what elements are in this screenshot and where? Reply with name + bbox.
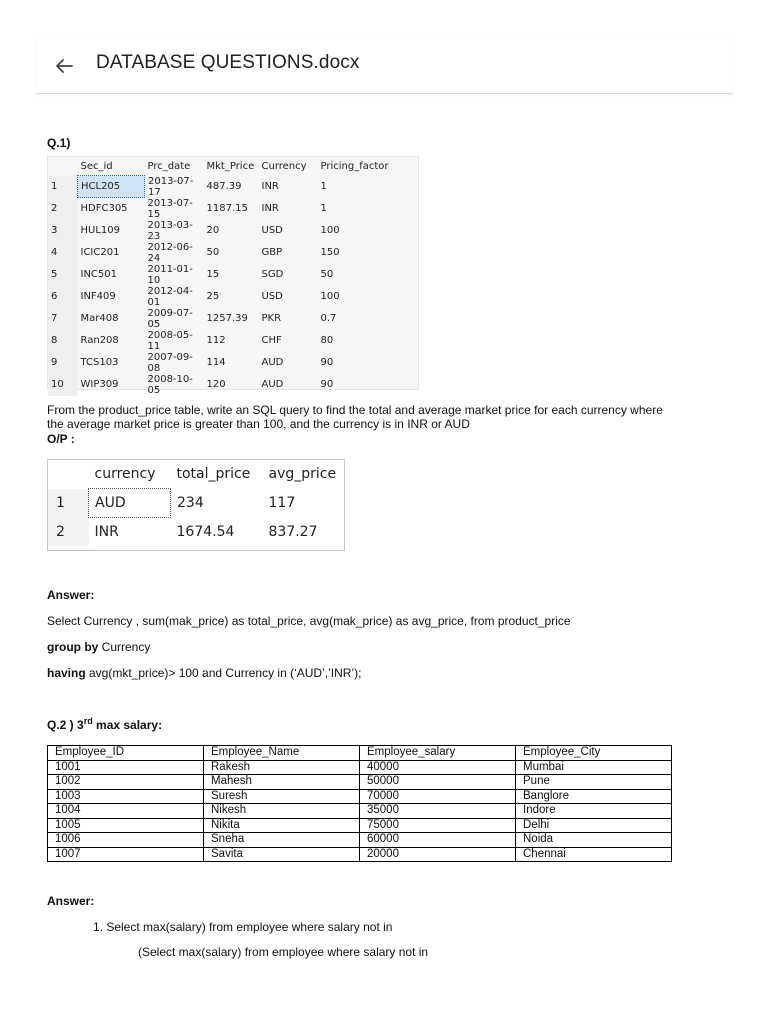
table-cell: 2008-05-11 bbox=[147, 329, 193, 352]
table-cell: Nikesh bbox=[204, 804, 360, 819]
row-number-header bbox=[48, 157, 78, 176]
table-cell: AUD bbox=[89, 489, 171, 518]
table-cell: 2012-06-24 bbox=[147, 241, 193, 264]
row-number-cell: 10 bbox=[48, 374, 78, 396]
table-cell: 120 bbox=[206, 379, 226, 390]
column-header: currency bbox=[94, 466, 156, 482]
table-cell: Delhi bbox=[516, 818, 672, 833]
column-header: total_price bbox=[176, 466, 251, 483]
table-cell: 2009-07-05 bbox=[147, 307, 193, 330]
table-cell: Indore bbox=[516, 804, 672, 819]
row-number-cell: 7 bbox=[48, 308, 78, 330]
table-cell: INR bbox=[94, 524, 119, 540]
table-row bbox=[48, 818, 672, 833]
table-header-row bbox=[48, 157, 393, 176]
row-number-cell: 6 bbox=[48, 286, 78, 308]
table-cell: 1001 bbox=[48, 760, 204, 775]
q2-answer-line-2: (Select max(salary) from employee where salary not in bbox=[138, 945, 429, 959]
table-cell: 25 bbox=[206, 291, 220, 302]
table-cell: AUD bbox=[261, 357, 284, 368]
table-cell: PKR bbox=[261, 313, 282, 324]
table-cell: 0.7 bbox=[320, 313, 337, 324]
table-cell: Chennai bbox=[516, 847, 672, 862]
q1-answer-line-1: Select Currency , sum(mak_price) as total_price, avg(mak_price) as avg_price, from product_price bbox=[47, 614, 571, 628]
table-cell: 1007 bbox=[48, 847, 204, 862]
table-cell: 15 bbox=[206, 269, 220, 280]
table-cell: TCS103 bbox=[80, 357, 119, 368]
table-row bbox=[48, 760, 672, 775]
table-cell: INF409 bbox=[80, 291, 116, 302]
table-cell: 35000 bbox=[360, 804, 516, 819]
product-price-table-screenshot bbox=[47, 156, 419, 396]
table-cell: Sneha bbox=[204, 833, 360, 848]
table-row bbox=[48, 833, 672, 848]
table-cell: CHF bbox=[261, 335, 282, 346]
table-cell: 1674.54 bbox=[176, 523, 235, 540]
table-cell: 75000 bbox=[360, 818, 516, 833]
table-row bbox=[48, 804, 672, 819]
table-cell: 100 bbox=[320, 291, 340, 302]
q2-answer-line-1: 1. Select max(salary) from employee where salary not in bbox=[93, 920, 393, 934]
row-number-cell: 5 bbox=[48, 264, 78, 286]
row-number-cell: 1 bbox=[48, 176, 78, 198]
table-cell: 60000 bbox=[360, 833, 516, 848]
table-cell: 114 bbox=[206, 357, 226, 368]
table-cell: 40000 bbox=[360, 760, 516, 775]
row-number-cell: 8 bbox=[48, 330, 78, 352]
table-row bbox=[48, 489, 344, 518]
q1-heading: Q.1) bbox=[47, 136, 71, 150]
employee-table bbox=[47, 745, 672, 862]
table-cell: 50000 bbox=[360, 775, 516, 790]
table-cell: 20 bbox=[206, 225, 220, 236]
column-header: Employee_salary bbox=[360, 746, 516, 761]
table-cell: INR bbox=[261, 203, 279, 214]
row-number-cell: 2 bbox=[48, 518, 89, 547]
table-cell: 1006 bbox=[48, 833, 204, 848]
table-cell: 1002 bbox=[48, 775, 204, 790]
sql-text: Currency bbox=[98, 640, 151, 654]
q2-heading-sup: rd bbox=[83, 716, 93, 726]
table-row bbox=[48, 242, 393, 264]
document-title: DATABASE QUESTIONS.docx bbox=[96, 52, 360, 73]
back-button[interactable] bbox=[50, 52, 78, 80]
sql-text: avg(mkt_price)> 100 and Currency in (‘AUD’,’INR’); bbox=[85, 666, 362, 680]
table-cell: 112 bbox=[206, 335, 226, 346]
document-header bbox=[36, 38, 733, 94]
table-cell: 1004 bbox=[48, 804, 204, 819]
table-header-row bbox=[48, 460, 344, 489]
table-cell: 150 bbox=[320, 247, 340, 258]
table-cell: HDFC305 bbox=[80, 203, 128, 215]
table-cell: 2008-10-05 bbox=[147, 373, 193, 396]
table-cell: Noida bbox=[516, 833, 672, 848]
table-cell: USD bbox=[261, 291, 283, 302]
table-row bbox=[48, 775, 672, 790]
table-cell: HUL109 bbox=[80, 225, 120, 236]
table-cell: AUD bbox=[261, 379, 284, 390]
table-cell: 2013-07-17 bbox=[148, 175, 194, 198]
arrow-left-icon bbox=[50, 52, 78, 80]
table-cell: 70000 bbox=[360, 789, 516, 804]
table-cell: 50 bbox=[320, 269, 334, 280]
table-cell: INC501 bbox=[80, 269, 117, 280]
query-output-screenshot bbox=[47, 459, 345, 551]
table-row bbox=[48, 847, 672, 862]
table-row bbox=[48, 198, 393, 220]
table-cell: 2007-09-08 bbox=[147, 351, 193, 374]
table-cell: INR bbox=[261, 181, 279, 192]
column-header: Currency bbox=[261, 160, 307, 172]
q1-answer-line-2 bbox=[47, 640, 150, 654]
table-cell: USD bbox=[261, 225, 283, 236]
table-cell: 117 bbox=[268, 495, 296, 511]
table-cell: 1003 bbox=[48, 789, 204, 804]
column-header: Employee_City bbox=[516, 746, 672, 761]
output-label: O/P : bbox=[47, 432, 75, 446]
table-cell: 1 bbox=[320, 203, 327, 214]
sql-keyword: group by bbox=[47, 640, 99, 654]
column-header: avg_price bbox=[268, 466, 337, 483]
q1-answer-line-3 bbox=[47, 666, 361, 680]
table-cell: Nikita bbox=[204, 818, 360, 833]
table-cell: 1 bbox=[320, 181, 327, 192]
table-cell: 2013-07-15 bbox=[147, 197, 193, 220]
table-cell: 1005 bbox=[48, 818, 204, 833]
row-number-cell: 1 bbox=[48, 489, 89, 518]
column-header: Prc_date bbox=[147, 160, 191, 172]
table-cell: Savita bbox=[204, 847, 360, 862]
table-row bbox=[48, 308, 393, 330]
column-header: Pricing_factor bbox=[320, 160, 389, 172]
table-row bbox=[48, 518, 344, 547]
q1-question-line-2: the average market price is greater than 100, and the currency is in INR or AUD bbox=[47, 417, 470, 431]
table-cell: 90 bbox=[320, 357, 334, 368]
q2-heading bbox=[47, 716, 162, 732]
table-cell: 2012-04-01 bbox=[147, 285, 193, 308]
table-cell: Pune bbox=[516, 775, 672, 790]
table-row bbox=[48, 176, 393, 198]
row-number-cell: 4 bbox=[48, 242, 78, 264]
table-row bbox=[48, 789, 672, 804]
table-row bbox=[48, 220, 393, 242]
table-cell: Mar408 bbox=[80, 313, 119, 324]
table-cell: HCL205 bbox=[78, 176, 145, 198]
table-cell: Suresh bbox=[204, 789, 360, 804]
column-header: Employee_Name bbox=[204, 746, 360, 761]
table-cell: Rakesh bbox=[204, 760, 360, 775]
table-cell: 50 bbox=[206, 247, 220, 258]
q2-answer-label: Answer: bbox=[47, 894, 95, 908]
table-cell: Mahesh bbox=[204, 775, 360, 790]
table-cell: 2011-01-10 bbox=[147, 263, 193, 286]
row-number-cell: 9 bbox=[48, 352, 78, 374]
table-row bbox=[48, 286, 393, 308]
table-cell: GBP bbox=[261, 247, 283, 258]
table-cell: Banglore bbox=[516, 789, 672, 804]
table-cell: ICIC201 bbox=[80, 247, 120, 258]
table-cell: SGD bbox=[261, 269, 284, 280]
q2-heading-prefix: Q.2 ) 3 bbox=[47, 718, 84, 732]
row-number-header bbox=[48, 460, 89, 489]
table-header-row bbox=[48, 746, 672, 761]
column-header: Mkt_Price bbox=[206, 160, 255, 172]
row-number-cell: 2 bbox=[48, 198, 78, 220]
table-cell: 1187.15 bbox=[206, 203, 248, 214]
sql-keyword: having bbox=[47, 666, 86, 680]
q1-answer-label: Answer: bbox=[47, 588, 95, 602]
table-row bbox=[48, 264, 393, 286]
table-row bbox=[48, 330, 393, 352]
table-cell: 20000 bbox=[360, 847, 516, 862]
table-cell: 837.27 bbox=[268, 523, 318, 540]
table-cell: 234 bbox=[177, 495, 204, 511]
table-cell: 487.39 bbox=[206, 181, 242, 192]
table-row bbox=[48, 374, 393, 396]
table-cell: 1257.39 bbox=[206, 313, 248, 324]
row-number-cell: 3 bbox=[48, 220, 78, 242]
q1-question-line-1: From the product_price table, write an SQL query to find the total and average market price for each currency where bbox=[47, 403, 663, 417]
table-cell: 80 bbox=[320, 335, 334, 346]
q2-heading-suffix: max salary: bbox=[92, 718, 163, 732]
column-header: Sec_id bbox=[80, 160, 113, 172]
table-cell: WIP309 bbox=[80, 379, 119, 390]
table-cell: 90 bbox=[320, 379, 334, 390]
table-cell: 100 bbox=[320, 225, 340, 236]
column-header: Employee_ID bbox=[48, 746, 204, 761]
table-cell: Mumbai bbox=[516, 760, 672, 775]
table-cell: Ran208 bbox=[80, 335, 119, 346]
table-cell: 2013-03-23 bbox=[147, 219, 193, 242]
table-row bbox=[48, 352, 393, 374]
